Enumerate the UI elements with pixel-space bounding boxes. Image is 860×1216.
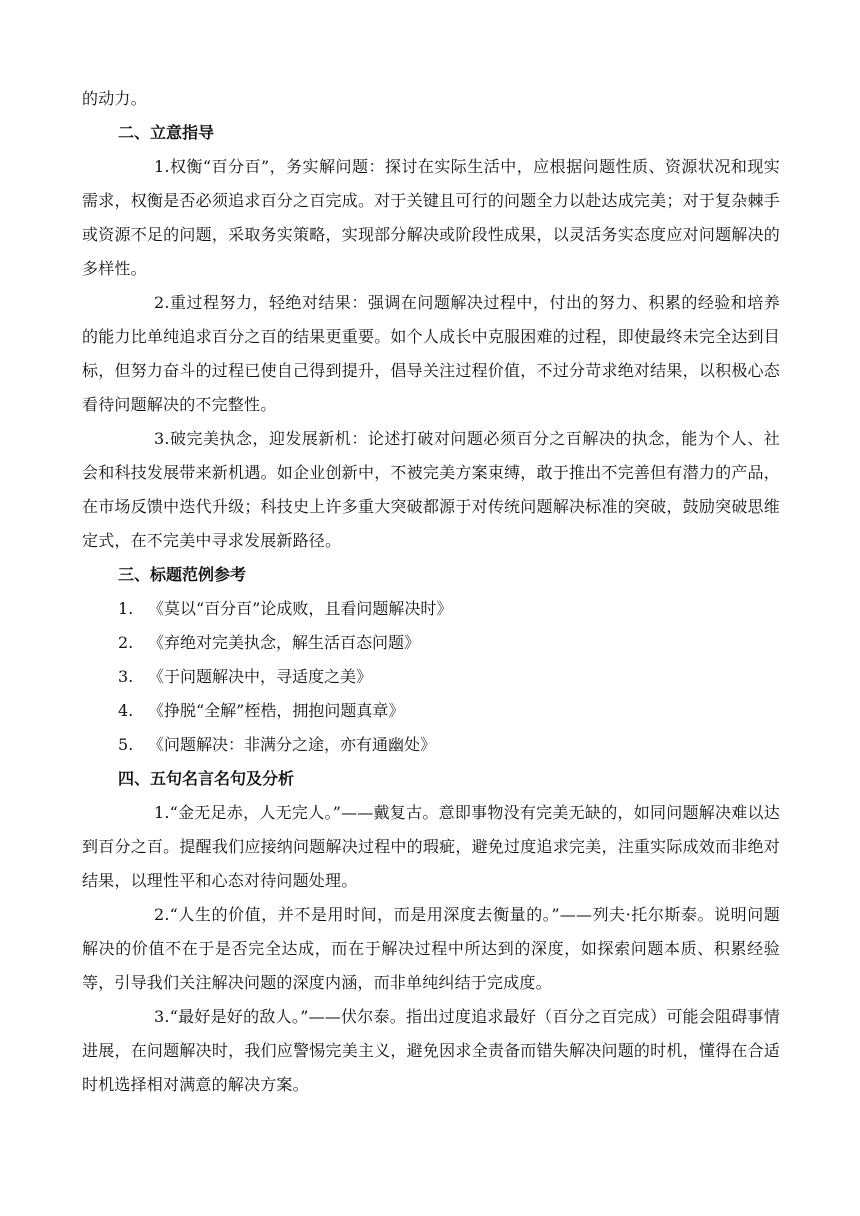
item-number: 1. — [118, 599, 134, 618]
section-2-item-1 — [82, 150, 780, 286]
title-example-4 — [82, 694, 780, 728]
item-text: 《挣脱“全解”桎梏，拥抱问题真章》 — [148, 701, 405, 720]
intro-fragment: 的动力。 — [82, 89, 147, 108]
quote-analysis-3 — [82, 1000, 780, 1102]
item-text: 《于问题解决中，寻适度之美》 — [148, 667, 373, 686]
item-text: 重过程努力，轻绝对结果：强调在问题解决过程中，付出的努力、积累的经验和培养的能力比单纯追求百分之百的结果更重要。如个人成长中克服困难的过程，即使最终未完全达到目标，但努力奋斗的过程已使自己得到提升，倡导关注过程价值，不过分苛求绝对结果，以积极心态看待问题解决的不完整性。 — [82, 293, 780, 414]
item-text: 权衡“百分百”，务实解问题：探讨在实际生活中，应根据问题性质、资源状况和现实需求，权衡是否必须追求百分之百完成。对于关键且可行的问题全力以赴达成完美；对于复杂棘手或资源不足的问题，采取务实策略，实现部分解决或阶段性成果，以灵活务实态度应对问题解决的多样性。 — [82, 157, 780, 278]
item-text: 破完美执念，迎发展新机：论述打破对问题必须百分之百解决的执念，能为个人、社会和科技发展带来新机遇。如企业创新中，不被完美方案束缚，敢于推出不完善但有潜力的产品，在市场反馈中迭代升级；科技史上许多重大突破都源于对传统问题解决标准的突破，鼓励突破思维定式，在不完美中寻求发展新路径。 — [82, 429, 780, 550]
section-2-item-2 — [82, 286, 780, 422]
item-number: 1. — [154, 157, 170, 176]
item-text: 《弃绝对完美执念，解生活百态问题》 — [148, 633, 421, 652]
item-number: 2. — [118, 633, 134, 652]
section-4-heading: 四、五句名言名句及分析 — [118, 769, 295, 788]
section-2-heading: 二、立意指导 — [118, 123, 215, 142]
title-example-2 — [82, 626, 780, 660]
item-text: 《问题解决：非满分之途，亦有通幽处》 — [148, 735, 437, 754]
document-page — [82, 82, 780, 1102]
item-number: 5. — [118, 735, 134, 754]
item-text: “最好是好的敌人。”——伏尔泰。指出过度追求最好（百分之百完成）可能会阻碍事情进展，在问题解决时，我们应警惕完美主义，避免因求全责备而错失解决问题的时机，懂得在合适时机选择相对满意的解决方案。 — [82, 1007, 780, 1094]
quote-analysis-2 — [82, 898, 780, 1000]
item-number: 3. — [118, 667, 134, 686]
title-example-5 — [82, 728, 780, 762]
item-text: “金无足赤，人无完人。”——戴复古。意即事物没有完美无缺的，如同问题解决难以达到百分之百。提醒我们应接纳问题解决过程中的瑕疵，避免过度追求完美，注重实际成效而非绝对结果，以理性平和心态对待问题处理。 — [82, 803, 780, 890]
item-number: 1. — [154, 803, 170, 822]
section-2-item-3 — [82, 422, 780, 558]
item-number: 3. — [154, 1007, 170, 1026]
item-text: “人生的价值，并不是用时间，而是用深度去衡量的。”——列夫·托尔斯泰。说明问题解决的价值不在于是否完全达成，而在于解决过程中所达到的深度，如探索问题本质、积累经验等，引导我们关注解决问题的深度内涵，而非单纯纠结于完成度。 — [82, 905, 780, 992]
item-number: 4. — [118, 701, 134, 720]
item-number: 3. — [154, 429, 170, 448]
title-example-1 — [82, 592, 780, 626]
title-example-3 — [82, 660, 780, 694]
item-number: 2. — [154, 293, 170, 312]
section-3-heading: 三、标题范例参考 — [118, 565, 247, 584]
item-number: 2. — [154, 905, 170, 924]
quote-analysis-1 — [82, 796, 780, 898]
item-text: 《莫以“百分百”论成败，且看问题解决时》 — [148, 599, 453, 618]
